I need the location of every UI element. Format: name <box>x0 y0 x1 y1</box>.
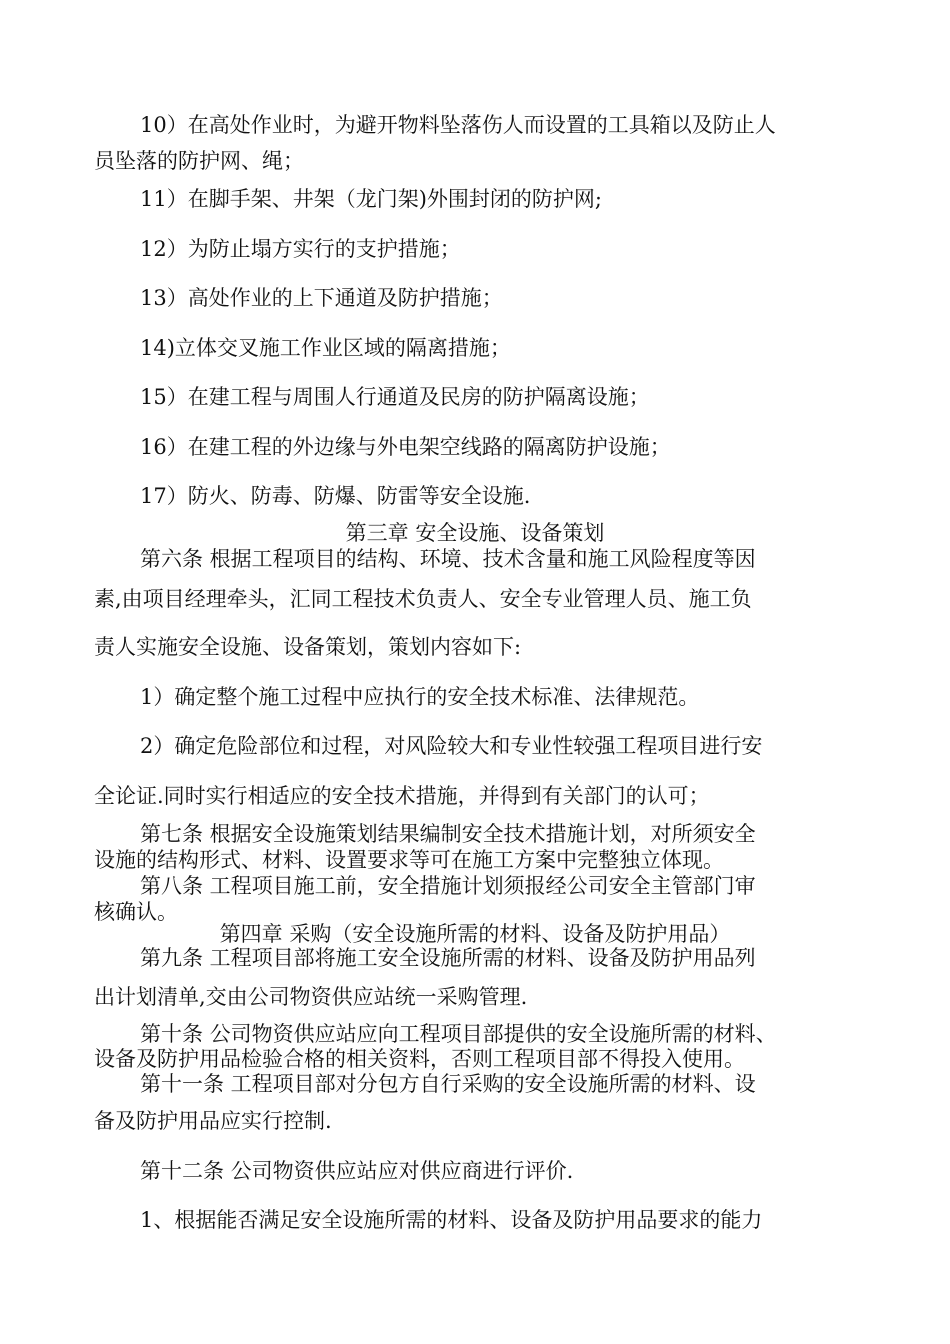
article-10-cont: 设备及防护用品检验合格的相关资料，否则工程项目部不得投入使用。 <box>94 1047 745 1071</box>
plan-item-1: 1）确定整个施工过程中应执行的安全技术标准、法律规范。 <box>140 685 700 709</box>
article-6-cont-1: 素,由项目经理牵头，汇同工程技术负责人、安全专业管理人员、施工负 <box>94 587 752 611</box>
chapter-3-heading: 第三章 安全设施、设备策划 <box>345 521 605 545</box>
list-item-15: 15）在建工程与周围人行通道及民房的防护隔离设施； <box>140 385 650 409</box>
article-7-cont: 设施的结构形式、材料、设置要求等可在施工方案中完整独立体现。 <box>94 848 724 872</box>
plan-item-2: 2）确定危险部位和过程，对风险较大和专业性较强工程项目进行安 <box>140 734 763 758</box>
article-9: 第九条 工程项目部将施工安全设施所需的材料、设备及防护用品列 <box>140 946 756 970</box>
list-item-17: 17）防火、防毒、防爆、防雷等安全设施. <box>140 484 531 508</box>
article-8-cont: 核确认。 <box>94 900 178 924</box>
list-item-10: 10）在高处作业时，为避开物料坠落伤人而设置的工具箱以及防止人 <box>140 113 776 137</box>
list-item-10-cont: 员坠落的防护网、绳； <box>94 149 304 173</box>
list-item-13: 13）高处作业的上下通道及防护措施； <box>140 286 503 310</box>
list-item-14: 14)立体交叉施工作业区域的隔离措施； <box>140 336 511 360</box>
article-8: 第八条 工程项目施工前，安全措施计划须报经公司安全主管部门审 <box>140 874 756 898</box>
article-6-cont-2: 责人实施安全设施、设备策划，策划内容如下: <box>94 635 522 659</box>
list-item-16: 16）在建工程的外边缘与外电架空线路的隔离防护设施； <box>140 435 671 459</box>
article-9-cont: 出计划清单,交由公司物资供应站统一采购管理. <box>94 985 528 1009</box>
article-7: 第七条 根据安全设施策划结果编制安全技术措施计划，对所须安全 <box>140 822 756 846</box>
article-11-cont: 备及防护用品应实行控制. <box>94 1109 332 1133</box>
article-6: 第六条 根据工程项目的结构、环境、技术含量和施工风险程度等因 <box>140 547 756 571</box>
chapter-4-heading: 第四章 采购（安全设施所需的材料、设备及防护用品） <box>219 922 731 946</box>
article-10: 第十条 公司物资供应站应向工程项目部提供的安全设施所需的材料、 <box>140 1022 777 1046</box>
article-11: 第十一条 工程项目部对分包方自行采购的安全设施所需的材料、设 <box>140 1072 756 1096</box>
list-item-11: 11）在脚手架、井架（龙门架)外围封闭的防护网; <box>140 187 602 211</box>
plan-item-2-cont: 全论证.同时实行相适应的安全技术措施，并得到有关部门的认可； <box>94 784 710 808</box>
article-12: 第十二条 公司物资供应站应对供应商进行评价. <box>140 1159 574 1183</box>
article-12-item-1: 1、根据能否满足安全设施所需的材料、设备及防护用品要求的能力 <box>140 1208 763 1232</box>
list-item-12: 12）为防止塌方实行的支护措施； <box>140 237 461 261</box>
